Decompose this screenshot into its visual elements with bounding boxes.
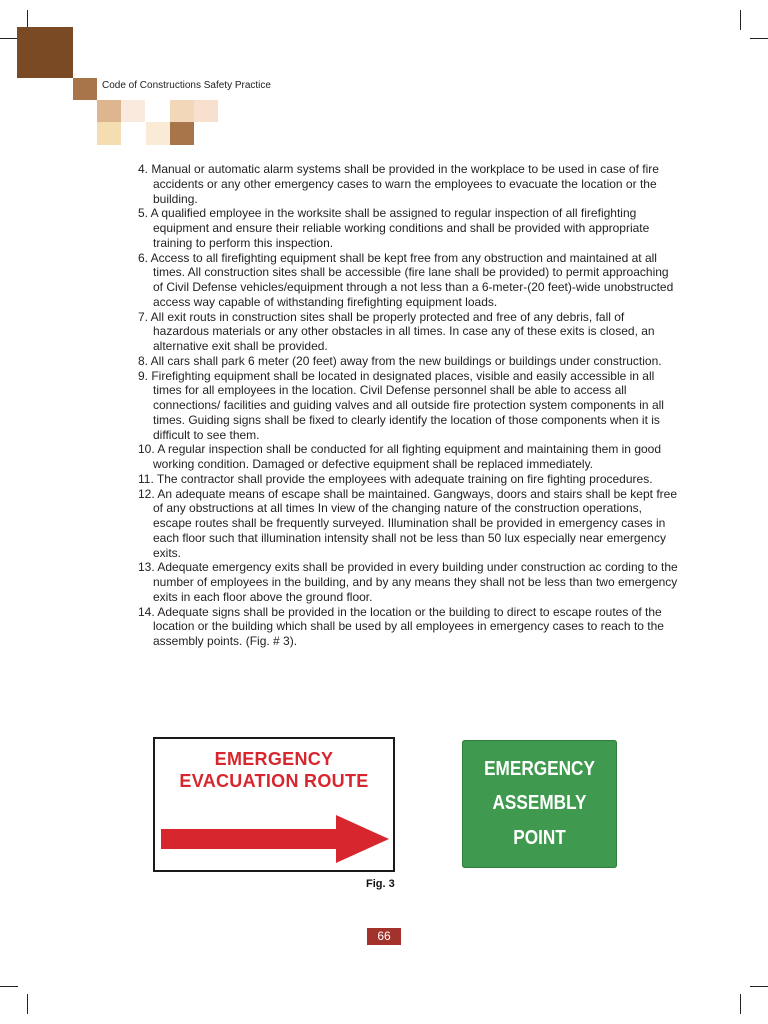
crop-mark	[750, 986, 768, 987]
crop-mark	[750, 38, 768, 39]
crop-mark	[0, 38, 18, 39]
crop-mark	[740, 994, 741, 1014]
list-item: 4. Manual or automatic alarm systems shall be provided in the workplace to be used in case of fire accidents or any other emergency cases to warn the employees to evacuate the location or the building.	[138, 162, 659, 206]
decor-square	[146, 122, 170, 145]
decor-square	[17, 27, 73, 78]
list-item: 9. Firefighting equipment shall be located in designated places, visible and easily accessible in all times for all employees in the location. Civil Defense personnel shall be able to access all connections/ facilities and guiding valves and all outside fire protection system components in all times. Guiding signs shall be fixed to clearly identify the location of those components when it is difficult to see them.	[138, 368, 664, 442]
right-arrow-icon	[161, 813, 391, 865]
decor-square	[97, 122, 121, 145]
sign-text: EMERGENCY	[484, 758, 595, 780]
decor-square	[121, 100, 145, 122]
sign-text: EMERGENCY	[214, 749, 334, 769]
evacuation-route-sign	[153, 737, 395, 872]
decor-square	[170, 100, 194, 122]
list-item: 12. An adequate means of escape shall be maintained. Gangways, doors and stairs shall be kept free of any obstructions at all times In view of the changing nature of the construction operations, escape routes shall be frequently surveyed. Illumination shall be provided in emergency cases in each floor such that illumination intensity shall not be less than 50 lux especially near emergency exits.	[138, 486, 678, 560]
list-item: 7. All exit routs in construction sites shall be properly protected and free of any debris, fall of hazardous materials or any other obstacles in all times. In case any of these exits is closed, an alternative exit shall be provided.	[138, 309, 655, 353]
assembly-point-sign	[462, 740, 617, 868]
decor-square	[97, 100, 121, 122]
list-item: 14. Adequate signs shall be provided in the location or the building to direct to escape routes of the location or the building which shall be used by all employees in emergency cases to reach to the assembly points. (Fig. # 3).	[138, 604, 664, 648]
safety-requirements-list	[138, 162, 678, 649]
list-item: 5. A qualified employee in the worksite shall be assigned to regular inspection of all firefighting equipment and ensure their reliable working conditions and shall be provided with appropriate training to perform this inspection.	[138, 206, 650, 250]
sign-text: EVACUATION ROUTE	[179, 771, 369, 791]
figure-caption: Fig. 3	[366, 878, 395, 890]
list-item: 8. All cars shall park 6 meter (20 feet) away from the new buildings or buildings under construction.	[138, 353, 662, 368]
page-number: 66	[367, 928, 401, 945]
list-item: 13. Adequate emergency exits shall be provided in every building under construction ac cording to the number of employees in the building, and by any means they shall not be less than two emergency exits in each floor above the ground floor.	[138, 560, 678, 604]
list-item: 11. The contractor shall provide the employees with adequate training on fire fighting procedures.	[138, 471, 653, 486]
running-header: Code of Constructions Safety Practice	[102, 80, 271, 91]
sign-text: POINT	[513, 827, 566, 849]
list-item: 10. A regular inspection shall be conducted for all fighting equipment and maintaining them in good working condition. Damaged or defective equipment shall be replaced immediately.	[138, 442, 662, 471]
decor-square	[194, 100, 218, 122]
crop-mark	[740, 10, 741, 30]
crop-mark	[0, 986, 18, 987]
decor-square	[170, 122, 194, 145]
decor-square	[73, 78, 97, 100]
sign-text: ASSEMBLY	[492, 792, 587, 814]
crop-mark	[27, 994, 28, 1014]
list-item: 6. Access to all firefighting equipment shall be kept free from any obstruction and maintained at all times. All construction sites shall be accessible (fire lane shall be provided) to permit approaching of Civil Defense vehicles/equipment through a not less than a 6-meter-(20 feet)-wide unobstructed access way capable of withstanding firefighting equipment loads.	[138, 250, 674, 309]
